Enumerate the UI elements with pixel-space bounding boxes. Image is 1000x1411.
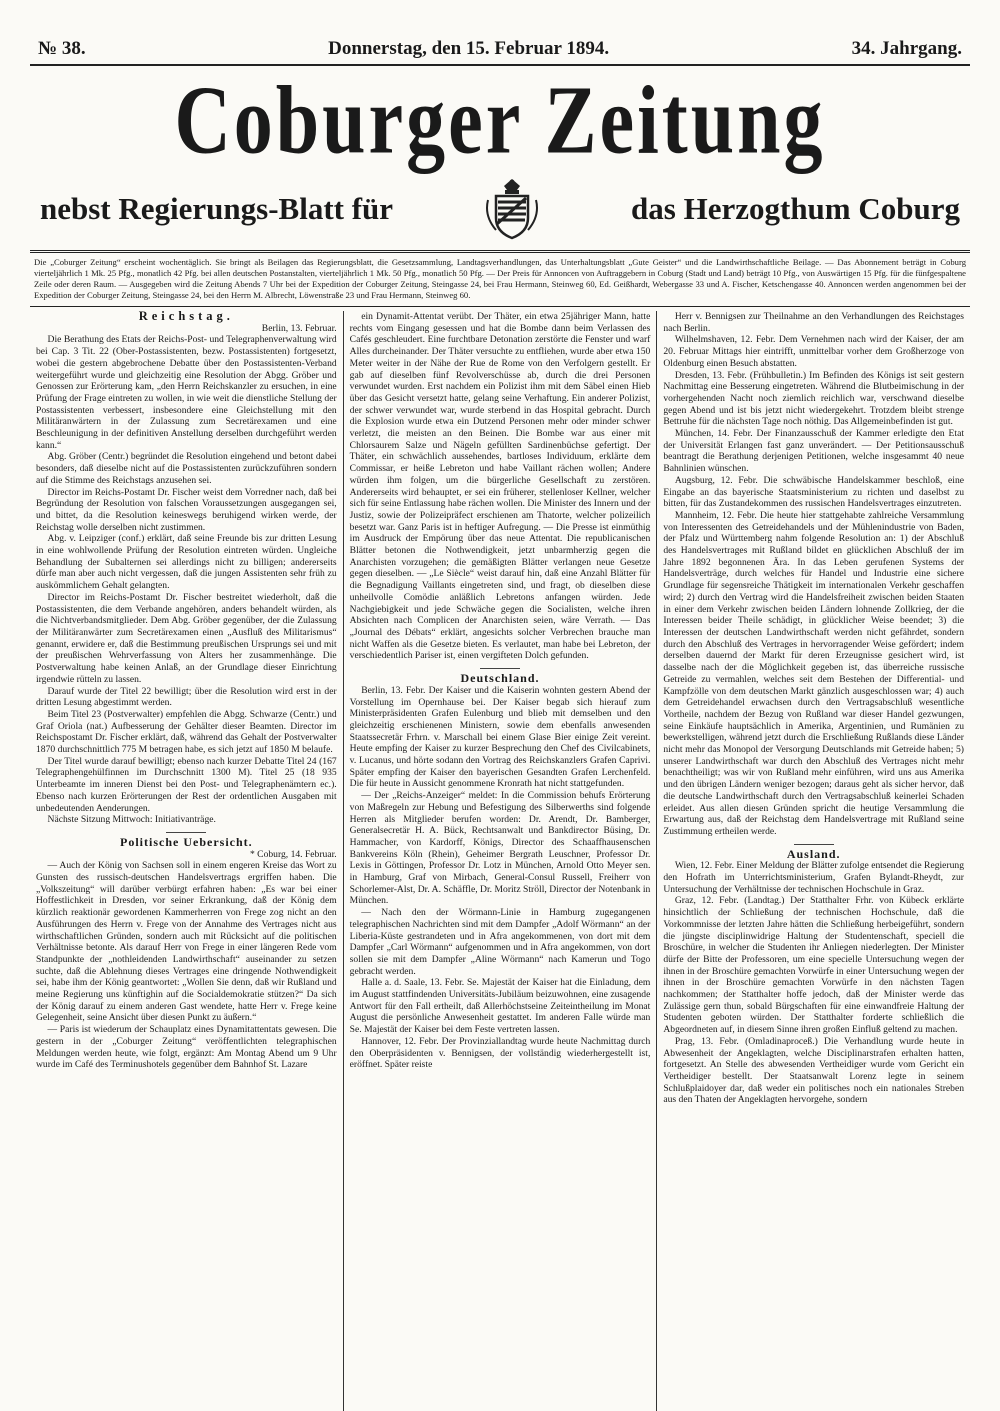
- paragraph: Halle a. d. Saale, 13. Febr. Se. Majestät der Kaiser hat die Einladung, dem im August stattfindenden Universitäts-Jubiläum beizuwohnen, eine zusagende Antwort für den Fall ertheilt, daß Allerhöchstseine Zeiteintheilung im Monat August die persönliche Anwesenheit gestattet. Im anderen Falle würde man Se. Majestät der Kaiser bei dem Feste vertreten lassen.: [349, 977, 651, 1036]
- masthead-title: Coburger Zeitung: [174, 65, 826, 174]
- paragraph: Graz, 12. Febr. (Landtag.) Der Statthalter Frhr. von Kübeck erklärte hinsichtlich der Schließung der technischen Hochschule, daß die Vorkommnisse der letzten Jahre hätten die Schließung herbeigeführt, sondern die jüngste disciplinwidrige Haltung der Studentenschaft, speciell die Broschüre, in welcher die Studenten ihr Anliegen niederlegten. Der Minister dürfe der Bitte der Professoren, um eine specielle Untersuchung wegen der ihnen in der Broschüre gemachten Vorwürfe in einer Untersuchung wegen der ihnen in der Broschüre gemachten Vorwürfe in den nächsten Tagen nachkommen; der Statthalter hoffe jedoch, daß der Minister werde das Zulässige gern thun, sobald Bürgschaften für eine einwandfreie Haltung der Studenten geboten würden. Der Statthalter forderte schließlich die Abgeordneten auf, in diesem Sinne ihren großen Einfluß geltend zu machen.: [663, 895, 965, 1036]
- paragraph: Dresden, 13. Febr. (Frühbulletin.) Im Befinden des Königs ist seit gestern Nachmittag eine Besserung eingetreten. Während die Blutbeimischung in der vorhergehenden Nacht noch ziemlich reichlich war, verschwand dieselbe gegen Abend und ist bis jetzt nicht wiedergekehrt. Trotzdem bleibt strenge Bettruhe für die nächsten Tage noch nöthig. Das Allgemeinbefinden ist gut.: [663, 369, 965, 428]
- paragraph: — Nach den der Wörmann-Linie in Hamburg zugegangenen telegraphischen Nachrichten sind mit dem Dampfer „Adolf Wörmann“ an der Liberia-Küste gestrandeten und in Afra angekommenen, von dort mit dem Dampfer „Carl Wörmann“ aufgenommen und in Afra angekommen, von dort sollen sie mit dem Dampfer „Aline Wörmann“ nach Kamerun und Togo gebracht werden.: [349, 907, 651, 977]
- article-columns: [30, 311, 970, 1411]
- paragraph: Herr v. Bennigsen zur Theilnahme an den Verhandlungen des Reichstages nach Berlin.: [663, 311, 965, 334]
- subscription-notice: Die „Coburger Zeitung“ erscheint wochentäglich. Sie bringt als Beilagen das Regierungsblatt, die Gesetzsammlung, Landtagsverhandlungen, das Unterhaltungsblatt „Gute Geister“ und die Landwirthschaftliche Beilage. — Das Abonnement beträgt in Coburg vierteljährlich 1 Mk. 25 Pfg., monatlich 42 Pfg. bei allen deutschen Postanstalten, vierteljährlich 1 Mk. 50 Pfg., monatlich 50 Pfg. — Der Preis für Annoncen von Auftraggebern in Coburg (Stadt und Land) beträgt 10 Pfg., von Auswärtigen 15 Pfg. für die fünfgespaltene Zeile oder deren Raum. — Ausgegeben wird die Zeitung Abends 7 Uhr bei der Expedition der Coburger Zeitung, Steingasse 24, bei Frau Hermann, Steinweg 60, Ed. Geißhardt, Webergasse 33 und A. Fischer, Ketschengasse 40. Annoncen werden angenommen bei der Expedition der Coburger Zeitung, Steingasse 24, bei den Herrn M. Albrecht, Löwenstraße 23 und Frau Hermann, Steinweg 60.: [30, 253, 970, 307]
- issue-date: Donnerstag, den 15. Februar 1894.: [328, 38, 610, 59]
- subtitle-right: das Herzogthum Coburg: [631, 191, 960, 226]
- section-heading-deutschland: Deutschland.: [460, 671, 540, 686]
- paragraph: Nächste Sitzung Mittwoch: Initiativanträge.: [47, 814, 216, 826]
- paragraph: Der Titel wurde darauf bewilligt; ebenso nach kurzer Debatte Titel 24 (167 Telegraphengehülfinnen im Durchschnitt 1300 M). Titel 25 (18 935 Unterbeamte im inneren Dienst bei den Post- und Telegraphenämtern ec.). Ebenso nach kurzen Erörterungen der Rest der ordentlichen Ausgaben mit unbedeutenden Aenderungen.: [36, 755, 337, 814]
- paragraph: Berlin, 13. Febr. Der Kaiser und die Kaiserin wohnten gestern Abend der Vorstellung im Opernhause bei. Der Kaiser begab sich hierauf zum Ministerpräsidenten Grafen Eulenburg und blieb mit demselben und den gleichzeitig erschienenen Ministern, sowie dem ebenfalls anwesenden Staatssecretär Frhrn. v. Marschall bei einem Glase Bier einige Zeit vereint. Heute empfing der Kaiser zu kurzer Besprechung den Chef des Civilcabinets, v. Lucanus, und hörte sodann den Vortrag des Reichskanzlers Grafen Caprivi. Später empfing der Kaiser den bayerischen Gesandten Grafen Lerchenfeld. Die für heute in Aussicht genommene Kronrath hat nicht stattgefunden.: [349, 684, 651, 790]
- paragraph: Director im Reichs-Postamt Dr. Fischer bestreitet wiederholt, daß die Postassistenten, die dem Verbande angehören, anders behandelt würden, als die Nichtverbandsmitglieder. Dem Abg. Gröber gegenüber, der die Zulassung der Militäranwärter zum Secretärexamen einen „Ausfluß des Militarismus“ genannt, erwidere er, daß die Bestimmung preußischen Ursprungs sei und mit der preußischen Wehrverfassung von Alters her zusammenhänge. Die Postverwaltung habe keinen Anlaß, an der Grundlage dieser Einrichtung irgendwie rütteln zu lassen.: [36, 591, 337, 685]
- newspaper-page: [30, 38, 970, 1368]
- section-dateline: * Coburg, 14. Februar.: [249, 848, 337, 860]
- section-separator: [480, 668, 520, 669]
- column-3: [656, 311, 970, 1411]
- paragraph: Abg. v. Leipziger (conf.) erklärt, daß seine Freunde bis zur dritten Lesung in eine wohlwollende Prüfung der Resolution eintreten würden. Ungleiche Behandlung der Subalternen sei allerdings nicht zu billigen; andererseits dürfe man aber auch nicht vergessen, daß die jungen Assistenten sehr früh zu auskömmlichem Gehalt gelangten.: [36, 533, 337, 592]
- section-heading-ausland: Ausland.: [786, 846, 841, 861]
- paragraph: ein Dynamit-Attentat verübt. Der Thäter, ein etwa 25jähriger Mann, hatte rechts vom Eingang gesessen und hat die Bombe dann beim Verlassen des Cafés geschleudert. Eine furchtbare Detonation zerstörte die Fenster und warf Alles durcheinander. Der Thäter versuchte zu entfliehen, wurde aber etwa 150 Meter weiter in der Nähe der Rue de Rome von den Verfolgern gestellt. Er gab auf dieselben fünf Revolverschüsse ab, durch die drei Personen verwundet wurden. Erst nachdem ein Polizist ihm mit dem Säbel einen Hieb über das Gesicht versetzt hatte, gelang seine Verhaftung. Ein anderer Polizist, der schwer verwundet war, wurde sterbend in das Hospital gebracht. Durch die Explosion wurde etwa ein Dutzend Personen mehr oder minder schwer verletzt, die meisten an den Beinen. Die Bombe war aus einer mit Chlorsaurem Salze und Nägeln gefüllten Sardinenbüchse gefertigt. Der Thäter, ein schwächlich aussehendes, bartloses Individuum, erklärte dem Commissar, er heiße Lebreton und habe Vaillant rächen wollen; Andere würden ihm folgen, um die bürgerliche Gesellschaft zu zerstören. Andererseits wird behauptet, er sei ein früherer, stellenloser Kellner, welcher sich für seine Entlassung habe rächen wollen. Die Minister des Innern und der Justiz, sowie der Polizeipräfect erschienen am Thatorte, welcher polizeilich besetzt war. Ganz Paris ist in heftiger Aufregung. — Die Presse ist einmüthig im Ausdruck der Empörung über das neue Attentat. Die republicanischen Blätter betonen die Nothwendigkeit, jetzt unbarmherzig gegen die Anarchisten vorzugehen; die gemäßigten Blätter verlangen neue Gesetze gegen dieselben. — „Le Siècle“ weist darauf hin, daß eine Anzahl Blätter für die Begnadigung Vaillants eingetreten sind, und fragt, ob dieselben diese unheilvolle Comödie anläßlich Lebretons anfangen würden. Jede Nachgiebigkeit und jede Schwäche gegen die Socialisten, welche ihren Absichten nach Complicen der Anarchisten seien, wäre Verrath. — Das „Journal des Débats“ erklärt, angesichts solcher Verbrechen brauche man nicht Waffen als die Gesetze bieten. Es verlautet, man habe bei Lebreton, der verschiedentlich Pariser ist, einen vergifteten Dolch gefunden.: [349, 311, 651, 662]
- paragraph: Darauf wurde der Titel 22 bewilligt; über die Resolution wird erst in der dritten Lesung abgestimmt werden.: [36, 685, 337, 709]
- paragraph: Wilhelmshaven, 12. Febr. Dem Vernehmen nach wird der Kaiser, der am 20. Februar Mittags hier eintrifft, unmittelbar vorher dem Großherzoge von Oldenburg einen Besuch abstatten.: [663, 334, 965, 369]
- volume-number: 34. Jahrgang.: [851, 38, 962, 59]
- column-1: [30, 311, 343, 1411]
- paragraph: Beim Titel 23 (Postverwalter) empfehlen die Abgg. Schwarze (Centr.) und Graf Oriola (nat.) Aufbesserung der Gehälter dieser Beamten. Director im Reichspostamt Dr. Fischer erklärt, daß, während das Gehalt der Postverwalter 1870 durchschnittlich 775 M betragen habe, es sich jetzt auf 1850 M belaufe.: [36, 708, 337, 756]
- section-dateline: Berlin, 13. Februar.: [261, 322, 337, 334]
- section-separator: [794, 844, 834, 845]
- section-separator: [166, 832, 206, 833]
- masthead-subtitle: [30, 174, 970, 244]
- paragraph: Abg. Gröber (Centr.) begründet die Resolution eingehend und betont dabei besonders, daß dieselbe nicht auf die Postassistenten zurückzuführen sondern auf die Stimme des Reichstags anzusehen sei.: [36, 451, 337, 486]
- paragraph: Wien, 12. Febr. Einer Meldung der Blätter zufolge entsendet die Regierung den Hofrath im Unterrichtsministerium, Grafen Bylandt-Rheydt, zur Untersuchung der Verhältnisse der technischen Hochschule in Graz.: [663, 860, 965, 895]
- paragraph: — Paris ist wiederum der Schauplatz eines Dynamitattentats gewesen. Die gestern in der „Coburger Zeitung“ veröffentlichten telegraphischen Meldungen werden heute, wie folgt, ergänzt: Am Montag Abend um 9 Uhr wurde im Café des Terminushotels gegenüber dem Bahnhof St. Lazare: [36, 1024, 337, 1071]
- subtitle-left: nebst Regierungs-Blatt für: [40, 191, 394, 226]
- paragraph: Prag, 13. Febr. (Omladinaproceß.) Die Verhandlung wurde heute in Abwesenheit der Angeklagten, welche Disciplinarstrafen erhalten hatten, fortgesetzt. An Stelle des abwesenden Vertheidiger wurde vom Gericht ein Vertheidiger bestellt. Der Staatsanwalt Lorenz legte in seinem Schlußplaidoyer dar, daß weder ein politisches noch ein nationales Streben aus den Thaten der Angeklagten hervorgehe, sondern: [663, 1035, 965, 1106]
- issue-number: № 38.: [38, 38, 86, 59]
- paragraph: Hannover, 12. Febr. Der Provinziallandtag wurde heute Nachmittag durch den Oberpräsidenten v. Bennigsen, der vollständig wiederhergestellt ist, eröffnet. Später reiste: [349, 1035, 651, 1071]
- paragraph: München, 14. Febr. Der Finanzausschuß der Kammer erledigte den Etat der Universität Erlangen fast ganz unverändert. — Der Petitionsausschuß beantragt die Berathung derjenigen Petitionen, welche insgesammt 40 neue Bahnlinien wünschen.: [663, 428, 965, 475]
- paragraph: Mannheim, 12. Febr. Die heute hier stattgehabte zahlreiche Versammlung von Interessenten des Getreidehandels und der Mühlenindustrie von Baden, der Pfalz und Württemberg nahm folgende Resolution an: 1) der Abschluß des Handelsvertrages mit Rußland bildet en glücklichen Abschluß der im Jahre 1892 begonnenen Ära. In das Leben gerufenen Systems der Handelsverträge, durch welches für Handel und Industrie eine sichere Grundlage für segensreiche Thätigkeit im internationalen Verkehr geschaffen wird; 2) durch den Vertrag wird die Handelsfreiheit zwischen beiden Staaten in einer dem Verkehr zwischen beiden Ländern lohnende Zollkrieg, der die Interessen beider Theile schädigt, in glücklicher Weise beendet; 3) die Interessen der deutschen Landwirthschaft werden nicht gefährdet, sondern durch den Abschluß des Vertrages in hervorragender Weise gefördert; indem derselben dauernd der Markt für deren Erzeugnisse gesichert wird, ist dasselbe nach der die Möglichkeit gegeben ist, das überreiche russische Getreide zu vermahlen, welches seit dem Bestehen der Differential- und Kampfzölle von dem deutschen Markt gänzlich ausgeschlossen war; 4) auch dem Getreidehandel erwachsen durch den Vertragsabschluß wesentliche Vortheile, nachdem der Bezug von Rußland war dieser Handel gezwungen, seine Einkäufe hauptsächlich in Amerika, Argentinien, und Rumänien zu bewerkstelligen, während jetzt durch die Erschließung Rußlands diese Länder nicht mehr das Monopol der Versorgung Deutschlands mit Getreide haben; 5) unserer Landwirthschaft war durch den Abschluß des Vertrages nicht mehr benachtheiligt; was wir von Rußland mehr einführen, wird uns aus Amerika und den übrigen Ländern weniger bezogen; daraus geht als sicher hervor, daß die deutsche Landwirthschaft durch den Vertragsabschluß keinerlei Schaden erleidet. Aus allen diesen Gründen spricht die heutige Versammlung die Erwartung aus, daß der Reichstag dem Handelsvertrage mit Rußland seine Zustimmung ertheilen werde.: [663, 509, 965, 837]
- paragraph: — Der „Reichs-Anzeiger“ meldet: In die Commission behufs Erörterung von Maßregeln zur Hebung und Befestigung des Silberwerths sind folgende Herren als Mitglieder berufen worden: Dr. Arendt, Dr. Bamberger, Generalsecretär H. A. Bück, Rechtsanwalt und Bankdirector Büsing, Dr. Hammacher, von Kardorff, Königs, Director des Schaaffhausenschen Bankvereins Köln (Rhein), Geheimer Bergrath Leuschner, Professor Dr. Lexis in Göttingen, Professor Dr. Lotz in München, Arnold Otto Meyer sen. in Hamburg, Graf von Mirbach, General-Consul Russell, Freiherr von Schorlemer-Alst, Dr. A. Schäffle, Dr. Moritz Ströll, Director der Notenbank in München.: [349, 790, 651, 907]
- paragraph: — Auch der König von Sachsen soll in einem engeren Kreise das Wort zu Gunsten des russisch-deutschen Handelsvertrags ergriffen haben. Die „Volkszeitung“ will darüber verbürgt erfahren haben: „Es war bei einer Hoffestlichkeit in Dresden, vor seiner Erkrankung, daß der König dem kürzlich reaktionär gewordenen Kammerherren von Frege zog nicht an den Ausführungen des Herrn v. Frege von der Annahme des Vertrages nicht aus wirthschaftlichen Gründen, sondern auch mit Rücksicht auf die politischen Verhältnisse betonte. Als darauf Herr von Frege in einer längeren Rede vom Standpunkte der „nothleidenden Landwirthschaft“ auseinander zu setzen suchte, daß die Ablehnung dieses Vertrages eine dringende Nothwendigkeit sei, habe ihm der König geantwortet: „Wollen Sie denn, daß wir Rußland und meine Regierung uns künftighin auf die Socialdemokratie stützen?“ Da sich der König darauf zu einem anderen Gast wendete, hatte Herr v. Frege keine Gelegenheit, seine Ansicht über diesen Punkt zu äußern.“: [36, 860, 337, 1024]
- paragraph: Augsburg, 12. Febr. Die schwäbische Handelskammer beschloß, eine Eingabe an das bayerische Staatsministerium zu richten und daselbst zu bitten, für das Zustandekommen des russischen Handelsvertrages einzutreten.: [663, 474, 965, 510]
- section-heading-politische-uebersicht: Politische Uebersicht.: [120, 834, 253, 849]
- paragraph: Director im Reichs-Postamt Dr. Fischer weist dem Vorredner nach, daß bei Begründung der Resolution von falschen Voraussetzungen ausgegangen sei, und bittet, da die Resolution keineswegs beruhigend wirken werde, der Reichstag wolle derselben nicht zustimmen.: [36, 486, 337, 533]
- coat-of-arms-icon: [482, 176, 542, 242]
- column-2: [343, 311, 657, 1411]
- paragraph: Die Berathung des Etats der Reichs-Post- und Telegraphenverwaltung wird bei Cap. 3 Tit. 22 (Ober-Postassistenten, bezw. Postassistenten) fortgesetzt, wobei die gestern abgebrochene Debatte über den Postassistenten-Verband weitergeführt wurde und gleichzeitig eine Resolution der Abgg. Gröber und Genossen zur Erörterung kam, „den Herrn Reichskanzler zu ersuchen, in eine Prüfung der Frage eintreten zu wollen, in wie weit die dienstliche Stellung der Postassistenten verbessert, insbesondere eine Gleichstellung mit den Militäranwärtern in der Zulassung zum Secretärexamen und eine Beschleunigung in der definitiven Anstellung derselben durchgeführt werden kann.“: [36, 334, 337, 451]
- section-heading-reichstag: Reichstag.: [138, 311, 234, 323]
